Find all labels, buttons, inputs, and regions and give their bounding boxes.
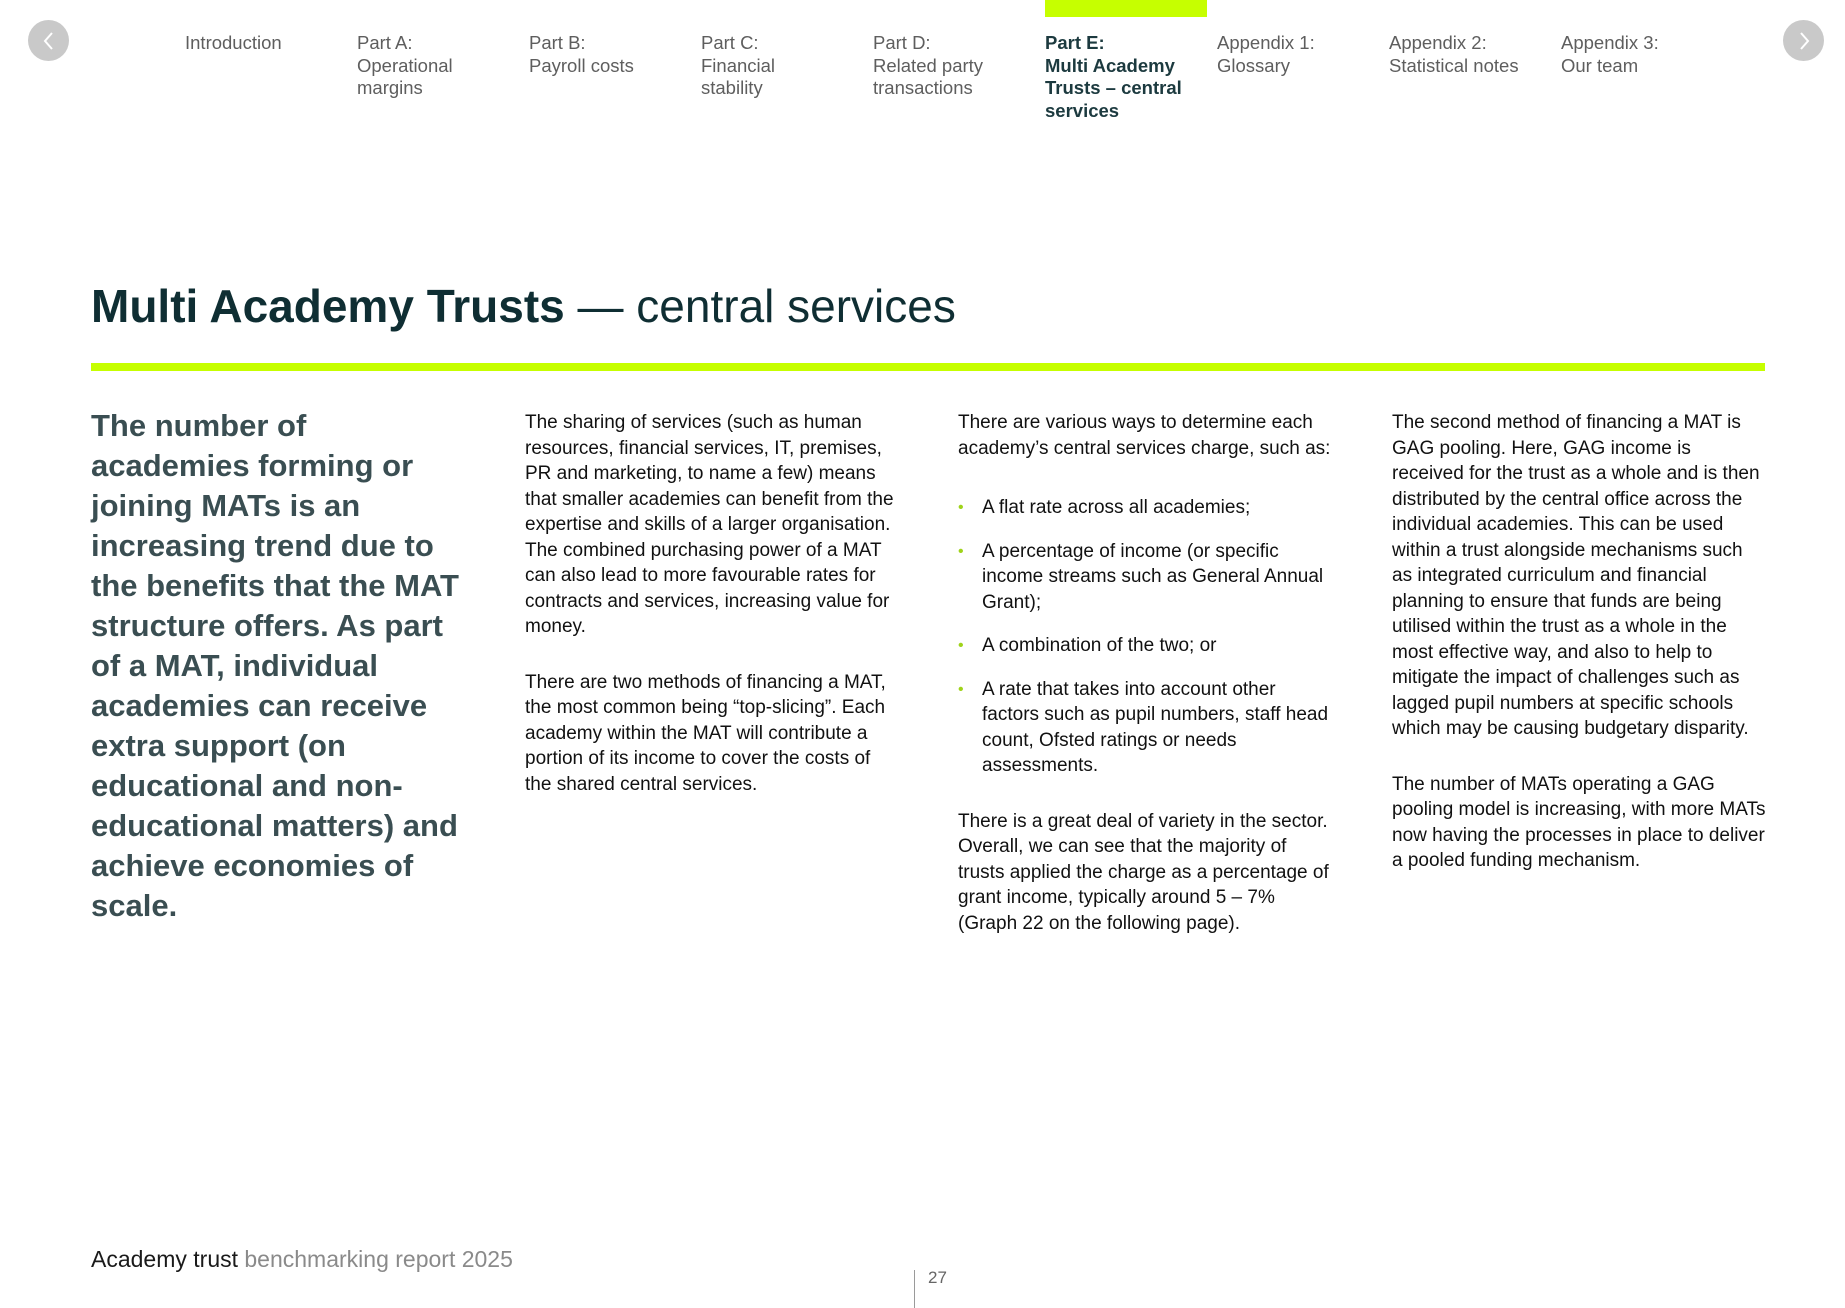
list-item xyxy=(958,633,1333,659)
column-1-paragraph-2: There are two methods of financing a MAT, the most common being “top-slicing”. Each academy within the MAT will contribute a portion of its income to cover the costs of the shared central services. xyxy=(525,671,886,795)
body-column-2 xyxy=(958,410,1333,966)
nav-item-7[interactable]: Appendix 1: Glossary xyxy=(1217,32,1315,76)
nav-item-4[interactable]: Part C: Financial stability xyxy=(701,32,776,98)
active-section-indicator xyxy=(1045,0,1207,17)
page-title-bold: Multi Academy Trusts xyxy=(91,280,565,332)
list-item xyxy=(958,495,1333,521)
page-number-divider xyxy=(914,1270,915,1308)
bullet-icon: • xyxy=(958,637,964,654)
list-item xyxy=(958,677,1333,779)
column-2-paragraph-2: There is a great deal of variety in the sector. Overall, we can see that the majority of trusts applied the charge as a percentage of grant income, typically around 5 – 7% (Graph 22 on the following page). xyxy=(958,810,1329,934)
nav-item-6[interactable]: Part E: Multi Academy Trusts – central services xyxy=(1045,32,1182,121)
column-2-intro: There are various ways to determine each academy’s central services charge, such as: xyxy=(958,412,1331,459)
bullet-icon: • xyxy=(958,499,964,516)
body-column-3 xyxy=(1392,410,1767,904)
list-item-text: A flat rate across all academies; xyxy=(982,497,1251,518)
list-item-text: A percentage of income (or specific income streams such as General Annual Grant); xyxy=(982,540,1324,613)
bullet-icon: • xyxy=(958,680,964,698)
lead-paragraph: The number of academies forming or joining MATs is an increasing trend due to the benefits that the MAT structure offers. As part of a MAT, individual academies can receive extra support (on educational and non-educational matters) and achieve economies of scale. xyxy=(91,408,459,923)
page-title-light: — central services xyxy=(564,280,956,332)
report-title-dark: Academy trust xyxy=(91,1246,238,1272)
column-1-paragraph-1: The sharing of services (such as human resources, financial services, IT, premises, PR and marketing, to name a few) means that smaller academies can benefit from the expertise and skills of a larger organisation. The combined purchasing power of a MAT can also lead to more favourable rates for contracts and services, increasing value for money. xyxy=(525,412,894,637)
section-navigation xyxy=(0,0,1845,130)
nav-item-9[interactable]: Appendix 3: Our team xyxy=(1561,32,1659,76)
column-3-paragraph-2: The number of MATs operating a GAG pooling model is increasing, with more MATs now having the processes in place to deliver a pooled funding mechanism. xyxy=(1392,773,1766,871)
report-title-muted: benchmarking report 2025 xyxy=(238,1246,513,1272)
title-divider xyxy=(91,363,1765,371)
list-item-text: A combination of the two; or xyxy=(982,635,1217,656)
report-title xyxy=(91,1246,513,1273)
nav-item-8[interactable]: Appendix 2: Statistical notes xyxy=(1389,32,1519,76)
bullet-icon: • xyxy=(958,542,964,560)
column-3-paragraph-1: The second method of financing a MAT is GAG pooling. Here, GAG income is received for the trust as a whole and is then distributed by the central office across the individual academies. This can be used within a trust alongside mechanisms such as integrated curriculum and financial planning to ensure that funds are being utilised within the trust as a whole in the most effective way, and also to help to mitigate the impact of challenges such as lagged pupil numbers at specific schools which may be causing budgetary disparity. xyxy=(1392,412,1760,739)
nav-item-5[interactable]: Part D: Related party transactions xyxy=(873,32,984,98)
nav-item-1[interactable]: Introduction xyxy=(185,32,282,53)
page-title xyxy=(91,278,956,334)
body-column-1 xyxy=(525,410,900,827)
nav-item-2[interactable]: Part A: Operational margins xyxy=(357,32,453,98)
charge-methods-list xyxy=(958,495,1333,779)
list-item xyxy=(958,539,1333,616)
list-item-text: A rate that takes into account other factors such as pupil numbers, staff head count, Ofsted ratings or needs assessments. xyxy=(982,678,1329,776)
page-number: 27 xyxy=(928,1268,947,1287)
nav-item-3[interactable]: Part B: Payroll costs xyxy=(529,32,634,76)
